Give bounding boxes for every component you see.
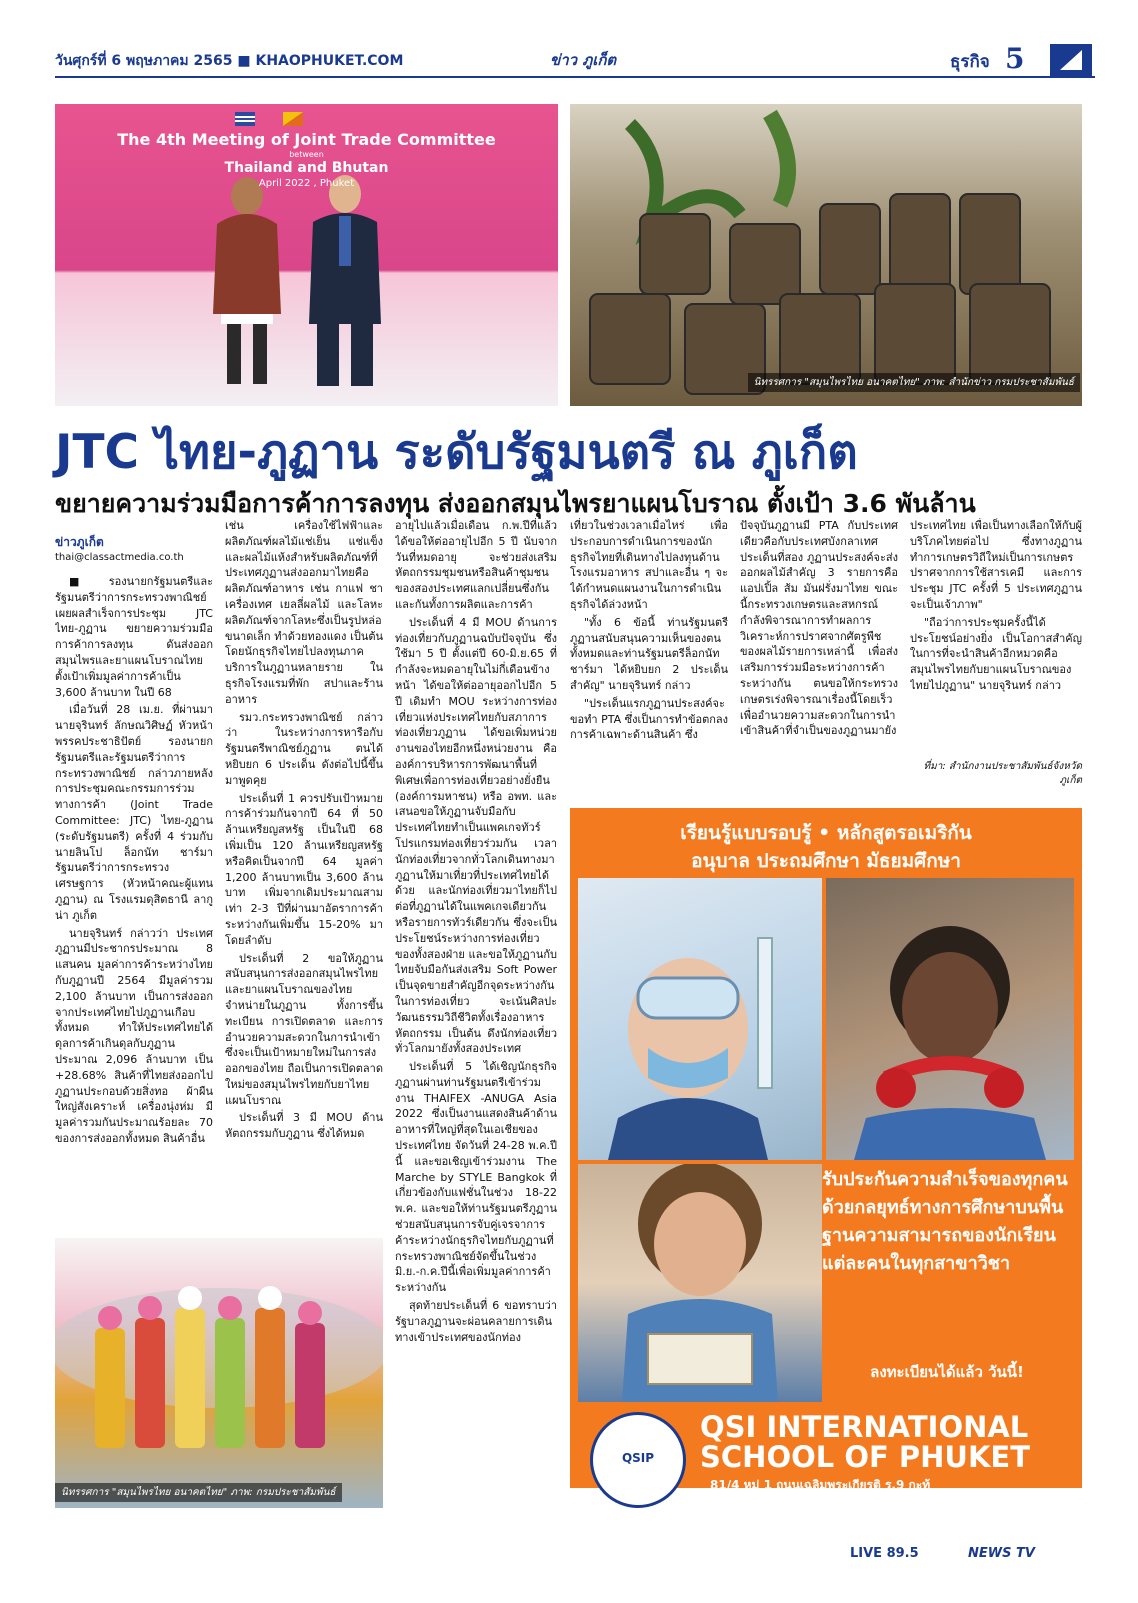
ad-tagline: รับประกันความสำเร็จของทุกคน ด้วยกลยุทธ์ทางการศึกษาบนพื้นฐานความสามารถของนักเรียนแต่ละคนในทุกสาขาวิชา — [822, 1169, 1068, 1274]
banner-title: The 4th Meeting of Joint Trade Committee — [117, 130, 496, 149]
banner-date: April 2022 , Phuket — [258, 178, 355, 189]
source-credit: ที่มา: สำนักงานประชาสัมพันธ์จังหวัดภูเก็ต — [923, 761, 1082, 786]
paragraph: ประเทศไทย เพื่อเป็นทางเลือกให้กับผู้บริโภคไทยต่อไป ซึ่งทางภูฏานทำการเกษตรวิถีใหม่เป็นการเกษตรปราศจากการใช้สารเคมี และการประชุม JTC ครั้งที่ 5 ประเทศภูฏานจะเป็นเจ้าภาพ" — [910, 519, 1082, 611]
school-name-line-1: QSI INTERNATIONAL — [700, 1410, 1029, 1444]
school-seal-logo — [590, 1412, 686, 1508]
corner-arrow-icon — [1050, 44, 1092, 78]
author-email[interactable]: thai@classactmedia.co.th — [55, 552, 184, 563]
paragraph: ■ รองนายกรัฐมนตรีและรัฐมนตรีว่าการกระทรวงพาณิชย์ เผยผลสำเร็จการประชุม JTC ไทย-ภูฏาน ขยายความร่วมมือการค้าการลงทุน ดันส่งออกสมุนไพรและยาแผนโบราณไทย ตั้งเป้าเพิ่มมูลค่าการค้าเป็น 3,600 ล้านบาท ในปี 68 — [55, 575, 213, 699]
paragraph: เมื่อวันที่ 28 เม.ย. ที่ผ่านมา นายจุรินทร์ ลักษณวิศิษฏ์ หัวหน้าพรรคประชาธิปัตย์ รองนายกรัฐมนตรีและรัฐมนตรีว่าการกระทรวงพาณิชย์ กล่าวภายหลังการประชุมคณะกรรมการร่วมทางการค้า (Joint Trade Committee: JTC) ไทย-ภูฏาน (ระดับรัฐมนตรี) ครั้งที่ 4 ร่วมกับ นายลินโป ล็อกนัท ชาร์มา รัฐมนตรีว่าการกระทรวงเศรษฐการ (หัวหน้าคณะผู้แทนภูฏาน) ณ โรงแรมดุสิตธานี ลากูน่า ภูเก็ต — [55, 703, 213, 922]
byline — [55, 533, 205, 563]
paragraph: สุดท้ายประเด็นที่ 6 ขอทราบว่ารัฐบาลภูฏานจะผ่อนคลายการเดินทางเข้าประเทศของนักท่อง — [395, 1299, 557, 1344]
newspaper-logo: ข่าว ภูเก็ต — [550, 51, 617, 69]
live-radio-logo: LIVE 89.5 — [850, 1546, 919, 1561]
paragraph: ประเด็นที่ 5 ได้เชิญนักธุรกิจภูฏานผ่านท่านรัฐมนตรีเข้าร่วมงาน THAIFEX -ANUGA Asia 2022 ซึ่งเป็นงานแสดงสินค้าด้านอาหารที่ใหญ่ที่สุดในเอเชียของประเทศไทย จัดวันที่ 24-28 พ.ค.ปีนี้ และขอเชิญเข้าร่วมงาน The Marche by STYLE Bangkok ที่เกี่ยวข้องกับแฟชั่นในช่วง 18-22 พ.ค. และขอให้ท่านรัฐมนตรีภูฏานช่วยสนับสนุนการจับคู่เจรจาการค้าระหว่างนักธุรกิจไทยกับภูฏานที่กระทรวงพาณิชย์จัดขึ้นในช่วง มิ.ย.-ก.ค.ปีนี้เพื่อเพิ่มมูลค่าการค้าระหว่างกัน — [395, 1060, 557, 1295]
school-address: 81/4 หมู่ 1 ถนนเฉลิมพระเกียรติ ร.9 กะทู้ — [710, 1478, 931, 1492]
register-now-button[interactable]: ลงทะเบียนได้แล้ว วันนี้! — [870, 1363, 1024, 1381]
ad-headline-2: อนุบาล ประถมศึกษา มัธยมศึกษา — [691, 850, 961, 872]
article-column-4 — [570, 518, 728, 796]
paragraph: "ทั้ง 6 ข้อนี้ ท่านรัฐมนตรีภูฏานสนับสนุนความเห็นของตนทั้งหมดและท่านรัฐมนตรีล็อกนัท ชาร์มา ได้หยิบยก 2 ประเด็นสำคัญ" นายจุรินทร์ กล่าว — [570, 615, 728, 692]
school-advertisement[interactable] — [570, 808, 1082, 1509]
paragraph: นายจุรินทร์ กล่าวว่า ประเทศภูฏานมีประชากรประมาณ 8 แสนคน มูลค่าการค้าระหว่างไทยกับภูฏานปี 2564 มีมูลค่ารวม 2,100 ล้านบาท เป็นการส่งออกจากประเทศไทยไปภูฏานเกือบทั้งหมด ทำให้ประเทศไทยได้ดุลการค้าเกินดุลกับภูฏานประมาณ 2,096 ล้านบาท เป็น +28.68% สินค้าที่ไทยส่งออกไปภูฏานประกอบด้วยสิ่งทอ ผ้าผืนใหญ่สังเคราะห์ เครื่องนุ่งห่ม มีมูลค่ารวมกันประมาณร้อยละ 70 ของการส่งออกทั้งหมด สินค้าอื่น — [55, 926, 213, 1145]
school-name — [700, 1412, 1082, 1472]
paragraph: ปัจจุบันภูฏานมี PTA กับประเทศเดียวคือกับประเทศบังกลาเทศ ประเด็นที่สอง ภูฏานประสงค์จะส่งออกผลไม้สำคัญ 3 รายการคือ แอปเปิ้ล ส้ม มันฝรั่งมาไทย ขณะนี้กระทรวงเกษตรและสหกรณ์กำลังพิจารณาการทำผลการวิเคราะห์การปราศจากศัตรูพืชของผลไม้รายการเหล่านี้ เพื่อส่งเสริมการร่วมมือระหว่างการค้าระหว่างกัน ตนขอให้กระทรวงเกษตรเร่งพิจารณาเรื่องนี้โดยเร็วเพื่ออำนวยความสะดวกในการนำเข้าสินค้าที่จำเป็นของภูฏานมายัง — [740, 519, 898, 738]
paragraph: ประเด็นที่ 3 มี MOU ด้านหัตถกรรมกับภูฏาน ซึ่งได้หมด — [225, 1111, 383, 1141]
paragraph: รมว.กระทรวงพาณิชย์ กล่าวว่า ในระหว่างการหารือกับรัฐมนตรีพาณิชย์ภูฏาน ตนได้หยิบยก 6 ประเด็น ดังต่อไปนี้ขึ้นมาพูดคุย — [225, 710, 383, 787]
issue-date: วันศุกร์ที่ 6 พฤษภาคม 2565 ■ KHAOPHUKET.COM — [55, 53, 404, 69]
article-column-6 — [910, 518, 1082, 758]
ad-headline-1: เรียนรู้แบบรอบรู้ • หลักสูตรอเมริกัน — [680, 822, 972, 844]
seal-text: QSIP — [621, 1451, 655, 1465]
school-website-phone[interactable]: www.phuket.qsi.org • 076 304 312 — [710, 1494, 966, 1509]
paragraph: อายุไปแล้วเมื่อเดือน ก.พ.ปีที่แล้ว ได้ขอให้ต่ออายุไปอีก 5 ปี นับจากวันที่หมดอายุ จะช่วยส่งเสริมหัตถกรรมชุมชนหรือสินค้าชุมชนของสองประเทศแลกเปลี่ยนซึ่งกันและกันทั้งการผลิตและการค้า — [395, 519, 557, 611]
school-name-line-2: SCHOOL OF PHUKET — [700, 1440, 1031, 1474]
article-column-3 — [395, 518, 557, 1568]
article-column-2 — [225, 518, 383, 1228]
article-column-5 — [740, 518, 898, 796]
news-tv-logo: NEWS TV — [968, 1546, 1035, 1561]
subheadline: ขยายความร่วมมือการค้าการลงทุน ส่งออกสมุนไพรยาแผนโบราณ ตั้งเป้า 3.6 พันล้าน — [55, 489, 976, 518]
meeting-photo — [55, 104, 558, 406]
header-rule — [55, 76, 1095, 78]
footer-logos — [850, 1546, 1095, 1568]
paragraph: ประเด็นที่ 2 ขอให้ภูฏานสนับสนุนการส่งออกสมุนไพรไทยและยาแผนโบราณของไทยจำหน่ายในภูฏาน ทั้งการขึ้นทะเบียน การเปิดตลาด และการอำนวยความสะดวกในการนำเข้า ซึ่งจะเป็นเป้าหมายใหม่ในการส่งออกของไทย ถือเป็นการเปิดตลาดใหม่ของสมุนไพรไทยกับยาไทยแผนโบราณ — [225, 951, 383, 1107]
paragraph: เที่ยวในช่วงเวลาเมื่อไหร่ เพื่อประกอบการดำเนินการของนักธุรกิจไทยที่เดินทางไปลงทุนด้านโรงแรมอาหาร สปาและอื่น ๆ จะได้กำหนดแผนงานในการดำเนินธุรกิจได้ล่วงหน้า — [570, 519, 728, 611]
student-book-photo — [578, 1164, 822, 1402]
banner-countries: Thailand and Bhutan — [224, 160, 389, 176]
drinks-photo — [55, 1238, 383, 1508]
author-name: ข่าวภูเก็ต — [55, 535, 104, 549]
herb-jars-photo — [570, 104, 1082, 406]
photo-caption: นิทรรศการ "สมุนไพรไทย อนาคตไทย" ภาพ: กรมประชาสัมพันธ์ — [55, 1483, 342, 1502]
paragraph: "ประเด็นแรกภูฏานประสงค์จะขอทำ PTA ซึ่งเป็นการทำข้อตกลงการค้าเฉพาะด้านสินค้า ซึ่ง — [570, 696, 728, 742]
headline: JTC ไทย-ภูฏาน ระดับรัฐมนตรี ณ ภูเก็ต — [55, 425, 858, 480]
paragraph: เช่น เครื่องใช้ไฟฟ้าและผลิตภัณฑ์ผลไม้แช่เย็น แช่แข็งและผลไม้แห้งสำหรับผลิตภัณฑ์ที่ประเทศภูฏานส่งออกมาไทยคือ ผลิตภัณฑ์อาหาร เช่น กาแฟ ชา เครื่องเทศ เยลลี่ผลไม้ และโลหะ ผลิตภัณฑ์จากโลหะซึ่งเป็นรูปหล่อขนาดเล็ก ทำด้วยทองแดง เป็นต้น โดยนักธุรกิจไทยไปลงทุนภาคบริการในภูฏานหลายราย ในธุรกิจโรงแรมที่พัก สปาและร้านอาหาร — [225, 519, 383, 706]
photo-caption: นิทรรศการ "สมุนไพรไทย อนาคตไทย" ภาพ: สำนักข่าว กรมประชาสัมพันธ์ — [748, 373, 1080, 392]
paragraph: ประเด็นที่ 1 ควรปรับเป้าหมายการค้าร่วมกันจากปี 64 ที่ 50 ล้านเหรียญสหรัฐ เป็นในปี 68 เพิ่มเป็น 120 ล้านเหรียญสหรัฐ หรือคิดเป็นจากปี 64 มูลค่า 1,200 ล้านบาทเป็น 3,600 ล้านบาท เพิ่มจากเดิมประมาณสามเท่า 2-3 ปีที่ผ่านมาอัตราการค้าระหว่างกันเพิ่มขึ้น 15-20% มาโดยลำดับ — [225, 791, 383, 947]
banner-between: between — [289, 150, 324, 159]
article-column-1 — [55, 574, 213, 1229]
paragraph: ประเด็นที่ 4 มี MOU ด้านการท่องเที่ยวกับภูฏานฉบับปัจจุบัน ซึ่งใช้มา 5 ปี ตั้งแต่ปี 60-มิ.ย.65 ที่กำลังจะหมดอายุในไม่กี่เดือนข้างหน้า ได้ขอให้ต่ออายุออกไปอีก 5 ปี เดิมทำ MOU ระหว่างการท่องเที่ยวแห่งประเทศไทยกับสภาการท่องเที่ยวภูฏาน ได้ขอเพิ่มหน่วยงานของไทยอีกหนึ่งหน่วยงาน คือ องค์การบริหารการพัฒนาพื้นที่พิเศษเพื่อการท่องเที่ยวอย่างยั่งยืน (องค์การมหาชน) หรือ อพท. และเสนอขอให้ภูฏานจับมือกับประเทศไทยทำเป็นแพคเกจทัวร์ โปรแกรมท่องเที่ยวร่วมกัน เวลานักท่องเที่ยวจากทั่วโลกเดินทางมาภูฏานให้มาเที่ยวที่ประเทศไทยได้ด้วย และนักท่องเที่ยวมาไทยก็ไปต่อที่ภูฏานได้ในแพคเกจเดียวกันหรือรายการทัวร์เดียวกัน ซึ่งจะเป็นประโยชน์ระหว่างการท่องเที่ยวของทั้งสองฝ่าย และขอให้ภูฏานกับไทยจับมือกันส่งเสริม Soft Power เป็นจุดขายสำคัญอีกจุดระหว่างกันในการท่องเที่ยว จะเน้นศิลปะวัฒนธรรมวิถีชีวิตทั้งเรื่องอาหาร หัตถกรรม เป็นต้น ดึงนักท่องเที่ยวทั่วโลกมายังทั้งสองประเทศ — [395, 615, 557, 1056]
section-name: ธุรกิจ — [950, 52, 990, 72]
page-number: 5 — [1005, 42, 1025, 75]
student-headphones-photo — [826, 878, 1074, 1160]
student-lab-photo — [578, 878, 822, 1160]
page-header — [55, 42, 1095, 76]
paragraph: "ถือว่าการประชุมครั้งนี้ได้ประโยชน์อย่างยิ่ง เป็นโอกาสสำคัญในการที่จะนำสินค้าอีกหมวดคือ สมุนไพรไทยกับยาแผนโบราณของไทยไปภูฏาน" นายจุรินทร์ กล่าว — [910, 615, 1082, 692]
